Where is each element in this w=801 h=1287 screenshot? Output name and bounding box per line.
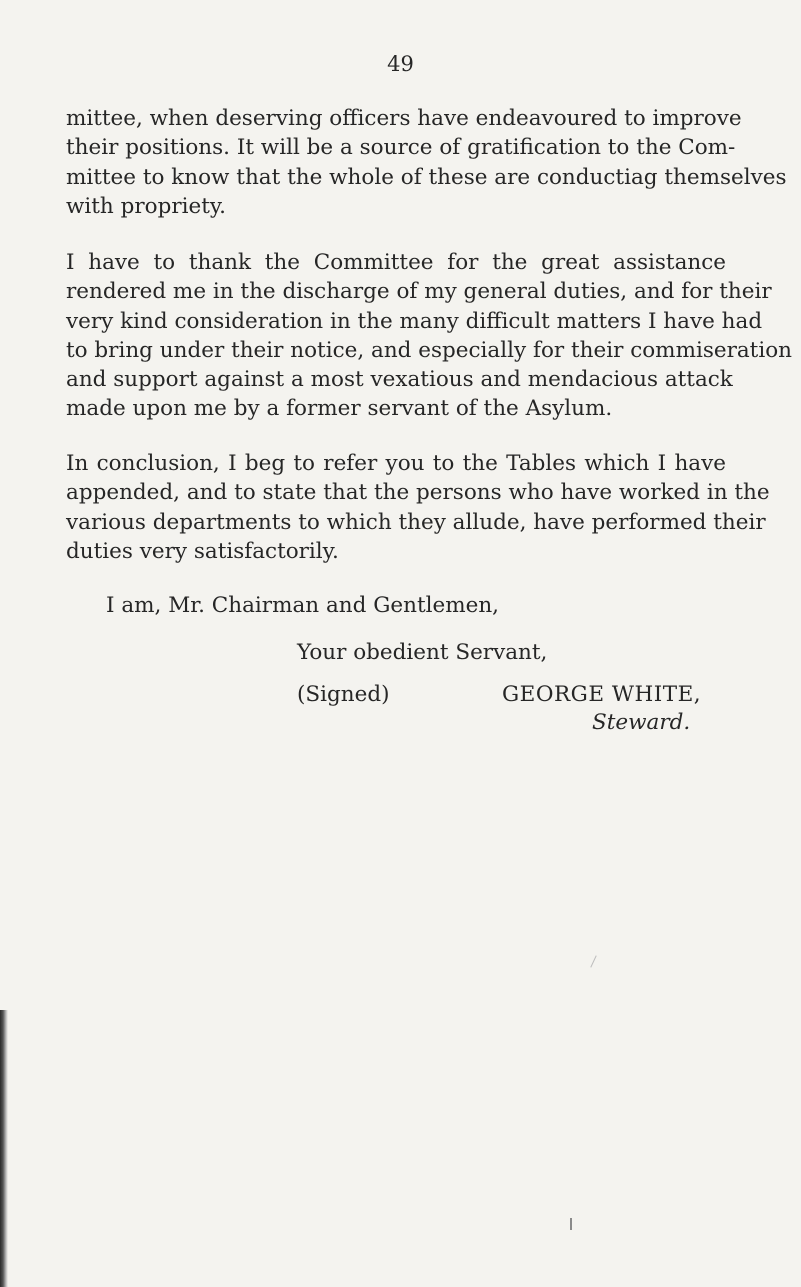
- text-line: mittee, when deserving officers have endeavoured to improve: [66, 106, 742, 131]
- text-line: to bring under their notice, and especially for their commiseration: [66, 337, 792, 363]
- paper-speck: [570, 1218, 572, 1230]
- text-line: duties very satisfactorily.: [66, 538, 339, 564]
- signatory-title: Steward.: [592, 710, 691, 735]
- text-line: In conclusion, I beg to refer you to the Tables which I have: [66, 451, 726, 476]
- text-line: various departments to which they allude, have performed their: [66, 509, 766, 535]
- closing-line: I am, Mr. Chairman and Gentlemen,: [106, 593, 499, 618]
- text-line: their positions. It will be a source of gratification to the Com-: [66, 135, 736, 161]
- text-line: and support against a most vexatious and mendacious attack: [66, 367, 733, 393]
- text-line: made upon me by a former servant of the Asylum.: [66, 396, 613, 422]
- text-line: with propriety.: [66, 193, 226, 219]
- page-edge-shadow: [0, 1010, 8, 1287]
- signatory-name: GEORGE WHITE,: [502, 682, 702, 707]
- text-line: very kind consideration in the many difficult matters I have had: [66, 308, 763, 334]
- paragraph-3: [66, 449, 770, 566]
- text-line: I have to thank the Committee for the great assistance: [66, 250, 726, 275]
- paragraph-1: [66, 104, 787, 221]
- text-line: appended, and to state that the persons who have worked in the: [66, 480, 770, 506]
- sign-off: Your obedient Servant,: [297, 640, 548, 665]
- paper-speck: [590, 955, 596, 967]
- text-line: rendered me in the discharge of my general duties, and for their: [66, 279, 772, 305]
- text-line: mittee to know that the whole of these are conductiag themselves: [66, 164, 787, 190]
- paragraph-2: [66, 248, 792, 424]
- signed-label: (Signed): [297, 682, 390, 707]
- page-number: 49: [387, 52, 414, 76]
